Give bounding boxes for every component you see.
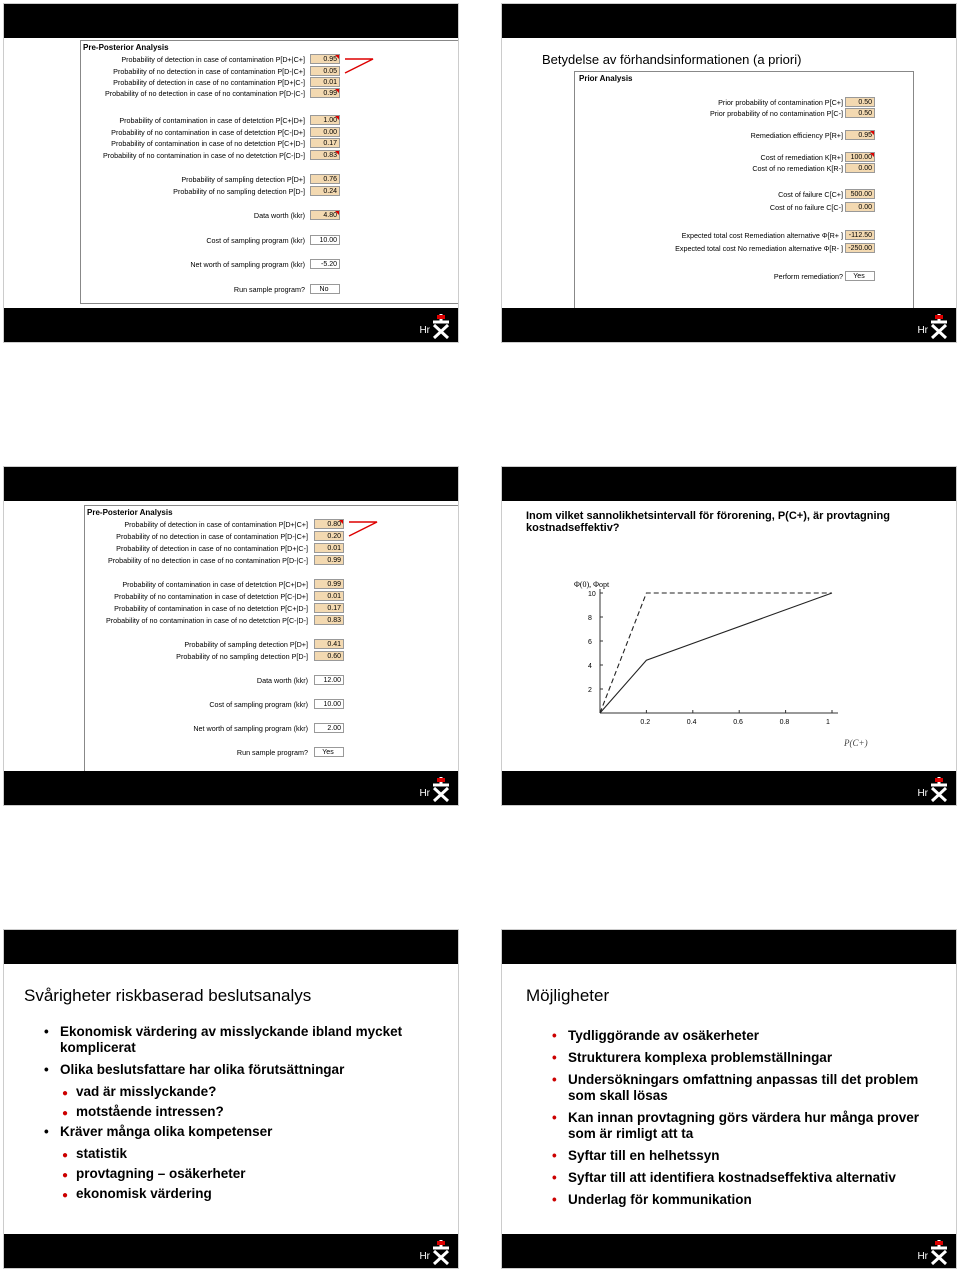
row-label: Expected total cost Remediation alternative Φ[R+ ] [681,231,843,240]
value-text: 10.00 [319,237,337,244]
bullet-list [42,1024,442,1206]
y-tick-label: 2 [588,687,592,694]
value-cell[interactable] [314,723,344,733]
value-text: 0.01 [323,79,337,86]
y-tick-label: 6 [588,639,592,646]
value-cell[interactable] [845,163,875,173]
value-text: 0.00 [323,129,337,136]
red-bullet-icon: ● [62,1170,69,1181]
slide-bottom-bar [502,308,956,342]
list-item [42,1104,442,1120]
value-cell[interactable] [845,130,875,140]
list-item-text: Underlag för kommunikation [568,1192,752,1207]
row-label: Data worth (kkr) [256,676,308,685]
value-cell[interactable] [310,284,340,294]
value-text: 0.01 [327,545,341,552]
slide-bottom-bar [502,1234,956,1268]
row-label: Probability of detection in case of no contamination P[D+|C-] [113,78,305,87]
value-text: 12.00 [323,677,341,684]
slide-bottom-bar [502,771,956,805]
chart-ylabel: Φ(0), Φopt [574,580,610,589]
list-item-text: Syftar till en helhetssyn [568,1148,720,1163]
x-tick-label: 0.6 [733,719,743,726]
slide-3 [3,466,459,806]
value-text: 0.83 [327,617,341,624]
y-tick-label: 4 [588,663,592,670]
slide-2 [501,3,957,343]
value-text: 0.83 [323,152,337,159]
bullet-list [550,1028,930,1214]
slide-6 [501,929,957,1269]
value-text: 0.00 [858,165,872,172]
footer-hr: Hr [419,788,430,799]
red-bullet-icon: • [552,1072,557,1087]
value-cell[interactable] [845,202,875,212]
row-label: Probability of contamination in case of detetction P[C+|D+] [119,116,305,125]
footer-hr: Hr [917,325,928,336]
value-cell[interactable] [845,271,875,281]
list-item-text: Tydliggörande av osäkerheter [568,1028,760,1043]
row-label: Probability of no contamination in case of no detetction P[C-|D-] [102,151,305,160]
comment-marker [335,211,339,215]
value-cell[interactable] [310,88,340,98]
bullet-icon: • [44,1062,49,1077]
value-text: 0.99 [327,557,341,564]
value-text: 0.00 [858,204,872,211]
value-text: 0.50 [858,99,872,106]
list-item-text: ekonomisk värdering [76,1186,212,1201]
value-text: -112.50 [848,232,872,239]
red-bullet-icon: • [552,1148,557,1163]
list-item [550,1148,930,1164]
value-text: Yes [853,273,865,280]
list-item [42,1062,442,1078]
list-item-text: Ekonomisk värdering av misslyckande ibland mycket komplicerat [60,1024,403,1055]
row-label: Prior probability of no contamination P[C-] [709,109,843,118]
cost-chart [502,573,957,773]
slide-5 [3,929,459,1269]
value-text: 0.60 [327,653,341,660]
comment-marker [870,153,874,157]
row-label: Net worth of sampling program (kkr) [193,724,308,733]
list-item-text: statistik [76,1146,128,1161]
row-label: Probability of contamination in case of no detetction P[C+|D-] [111,139,305,148]
value-cell[interactable] [314,639,344,649]
row-label: Probability of no contamination in case of detetction P[C-|D+] [111,128,305,137]
row-label: Perform remediation? [773,272,843,281]
value-text: 100.00 [850,154,872,161]
comment-marker [870,131,874,135]
footer-hr: Hr [419,1251,430,1262]
value-cell[interactable] [314,615,344,625]
red-bullet-icon: • [552,1192,557,1207]
value-text: 500.00 [850,191,872,198]
value-cell[interactable] [310,186,340,196]
value-cell[interactable] [845,189,875,199]
row-label: Net worth of sampling program (kkr) [190,260,305,269]
row-label: Probability of sampling detection P[D+] [181,175,305,184]
value-cell[interactable] [314,519,344,529]
logo-icon [430,313,452,339]
list-item [42,1166,442,1182]
row-label: Probability of contamination in case of no detetction P[C+|D-] [114,604,308,613]
value-text: 0.05 [323,68,337,75]
red-bullet-icon: • [552,1170,557,1185]
bullet-icon: • [44,1024,49,1039]
row-label: Probability of no detection in case of no contamination P[D-|C-] [104,89,305,98]
x-tick-label: 0.2 [640,719,651,726]
footer-hr: Hr [917,788,928,799]
row-label: Data worth (kkr) [253,211,305,220]
value-text: 0.80 [327,521,341,528]
slide-bottom-bar [4,771,458,805]
logo-icon [928,776,950,802]
row-label: Probability of sampling detection P[D+] [184,640,308,649]
slide-top-bar [4,4,458,38]
x-tick-label: 0.8 [779,719,790,726]
value-cell[interactable] [314,699,344,709]
panel-title: Pre-Posterior Analysis [83,43,169,52]
value-cell[interactable] [314,603,344,613]
row-label: Probability of detection in case of contamination P[D+|C+] [124,520,308,529]
list-item-text: Kräver många olika kompetenser [60,1124,273,1139]
row-label: Probability of no contamination in case of no detetction P[C-|D-] [105,616,308,625]
slide-top-bar [4,467,458,501]
x-tick-label: 0.4 [686,719,697,726]
pre-posterior-panel [80,40,459,304]
value-cell[interactable] [310,127,340,137]
list-item [550,1028,930,1044]
bullet-icon: • [44,1124,49,1139]
comment-marker [335,89,339,93]
value-cell[interactable] [310,210,340,220]
value-text: 0.76 [323,176,337,183]
value-cell[interactable] [314,543,344,553]
value-text: 1.00 [323,117,337,124]
list-item-text: Olika beslutsfattare har olika förutsättningar [60,1062,345,1077]
value-text: No [319,286,329,293]
comment-marker [339,520,343,524]
value-text: 0.41 [327,641,341,648]
logo-icon [430,776,452,802]
slide-bottom-bar [4,308,458,342]
row-label: Probability of no sampling detection P[D-] [173,187,305,196]
value-cell[interactable] [845,108,875,118]
value-text: 10.00 [323,701,341,708]
value-cell[interactable] [845,97,875,107]
list-item-text: Undersökningars omfattning anpassas till det problem som skall lösas [568,1072,919,1103]
list-item [550,1050,930,1066]
value-text: 0.95 [323,56,337,63]
row-label: Cost of no remediation K[R-] [752,164,843,173]
value-cell[interactable] [310,174,340,184]
value-text: 0.20 [327,533,341,540]
row-label: Run sample program? [233,285,305,294]
list-item [42,1084,442,1100]
row-label: Probability of no detection in case of no contamination P[D-|C-] [107,556,308,565]
logo-icon [928,1239,950,1265]
red-bullet-icon: ● [62,1150,69,1161]
value-text: 0.24 [323,188,337,195]
value-text: Yes [322,749,334,756]
slide-bottom-bar [4,1234,458,1268]
list-item [42,1186,442,1202]
red-bullet-icon: • [552,1028,557,1043]
row-label: Probability of detection in case of no contamination P[D+|C-] [116,544,308,553]
value-text: 0.95 [858,132,872,139]
row-label: Probability of no sampling detection P[D-] [176,652,308,661]
y-tick-label: 8 [588,615,592,622]
row-label: Run sample program? [236,748,308,757]
series-line [600,593,832,713]
red-connector [343,55,383,115]
row-label: Probability of contamination in case of detetction P[C+|D+] [122,580,308,589]
slide-heading: Betydelse av förhandsinformationen (a priori) [542,52,802,67]
value-text: -250.00 [848,245,872,252]
value-cell[interactable] [310,259,340,269]
footer-hr: Hr [917,1251,928,1262]
value-cell[interactable] [310,115,340,125]
value-text: 4.80 [323,212,337,219]
value-text: 0.99 [323,90,337,97]
value-text: 0.99 [327,581,341,588]
red-bullet-icon: ● [62,1108,69,1119]
row-label: Cost of sampling program (kkr) [206,236,305,245]
value-cell[interactable] [314,555,344,565]
value-cell[interactable] [845,243,875,253]
row-label: Probability of no detection in case of contamination P[D-|C+] [116,532,308,541]
logo-icon [928,313,950,339]
row-label: Expected total cost No remediation alternative Φ[R- ] [675,244,843,253]
row-label: Probability of no detection in case of contamination P[D-|C+] [113,67,305,76]
value-cell[interactable] [314,651,344,661]
row-label: Probability of detection in case of contamination P[D+|C+] [121,55,305,64]
value-cell[interactable] [310,150,340,160]
prior-analysis-panel [574,71,914,309]
slide-4 [501,466,957,806]
value-cell[interactable] [310,54,340,64]
red-bullet-icon: ● [62,1190,69,1201]
value-text: 0.17 [323,140,337,147]
panel-title: Prior Analysis [579,74,633,83]
chart-xlabel: P(C+) [844,738,868,748]
value-cell[interactable] [310,235,340,245]
x-tick-label: 1 [826,719,830,726]
slide-top-bar [502,930,956,964]
list-item [550,1170,930,1186]
value-text: 2.00 [327,725,341,732]
y-tick-label: 10 [588,591,596,598]
series-line [600,593,832,713]
row-label: Cost of sampling program (kkr) [209,700,308,709]
value-text: 0.01 [327,593,341,600]
slide-heading: Svårigheter riskbaserad beslutsanalys [24,986,312,1005]
row-label: Prior probability of contamination P[C+] [718,98,843,107]
comment-marker [335,55,339,59]
value-cell[interactable] [310,77,340,87]
value-text: -5.20 [321,261,337,268]
value-text: 0.17 [327,605,341,612]
slide-1 [3,3,459,343]
value-cell[interactable] [314,675,344,685]
slide-top-bar [4,930,458,964]
list-item-text: motstående intressen? [76,1104,224,1119]
logo-icon [430,1239,452,1265]
value-cell[interactable] [845,230,875,240]
row-label: Cost of failure C[C+] [778,190,843,199]
red-connector [347,518,387,578]
list-item [42,1124,442,1140]
value-cell[interactable] [314,747,344,757]
red-bullet-icon: • [552,1110,557,1125]
footer-hr: Hr [419,325,430,336]
slide-heading: Inom vilket sannolikhetsintervall för förorening, P(C+), är provtagning kostnadseffektiv? [526,510,890,534]
list-item [550,1110,930,1142]
row-label: Remediation efficiency P[R+] [750,131,843,140]
list-item-text: Kan innan provtagning görs värdera hur många prover som är rimligt att ta [568,1110,920,1141]
slide-heading: Möjligheter [526,986,610,1005]
list-item-text: Syftar till att identifiera kostnadseffektiva alternativ [568,1170,896,1185]
value-cell[interactable] [314,579,344,589]
slide-top-bar [502,467,956,501]
list-item [550,1072,930,1104]
comment-marker [335,151,339,155]
list-item-text: Strukturera komplexa problemställningar [568,1050,833,1065]
row-label: Cost of no failure C[C-] [769,203,843,212]
value-cell[interactable] [845,152,875,162]
row-label: Cost of remediation K[R+] [760,153,843,162]
list-item-text: provtagning – osäkerheter [76,1166,246,1181]
value-cell[interactable] [310,138,340,148]
row-label: Probability of no contamination in case of detetction P[C-|D+] [114,592,308,601]
panel-title: Pre-Posterior Analysis [87,508,173,517]
list-item [42,1024,442,1056]
slide-top-bar [502,4,956,38]
value-cell[interactable] [314,531,344,541]
red-bullet-icon: ● [62,1088,69,1099]
list-item [550,1192,930,1208]
value-cell[interactable] [310,66,340,76]
comment-marker [335,116,339,120]
list-item-text: vad är misslyckande? [76,1084,217,1099]
pre-posterior-panel [84,505,459,773]
value-cell[interactable] [314,591,344,601]
value-text: 0.50 [858,110,872,117]
red-bullet-icon: • [552,1050,557,1065]
list-item [42,1146,442,1162]
